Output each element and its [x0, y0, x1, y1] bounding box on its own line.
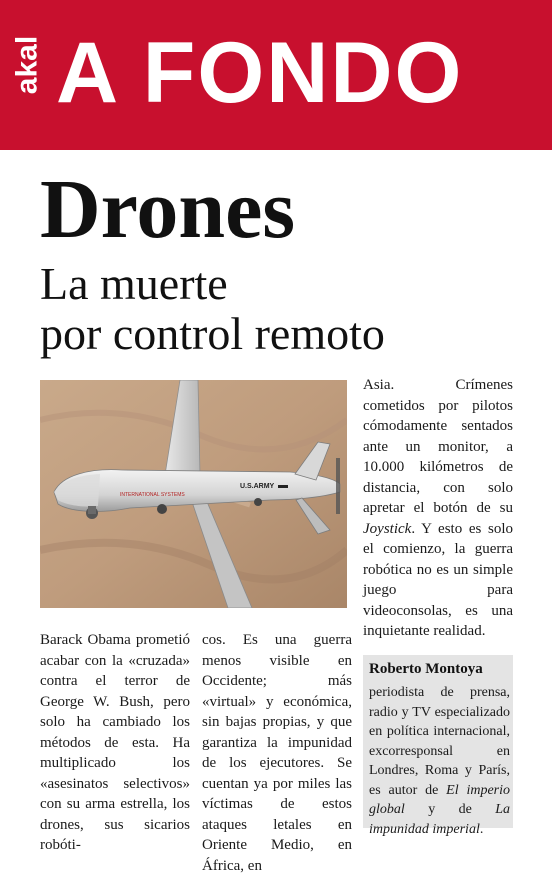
book-subtitle	[40, 259, 385, 359]
drone-image	[40, 380, 347, 608]
author-name: Roberto Montoya	[369, 661, 483, 677]
drone-photo	[40, 380, 347, 608]
author-bio	[369, 683, 510, 839]
svg-text:akal: akal	[10, 35, 44, 95]
author-book-title: El imperio global	[369, 782, 511, 817]
subtitle-line: por control remoto	[40, 308, 385, 359]
book-title: Drones	[40, 163, 296, 256]
series-banner	[0, 0, 552, 150]
blurb-text: . Y esto es solo el comienzo, la guerra robótica no es un simple juego para videoconsolas, es una inquietante realidad.	[363, 520, 513, 639]
publisher-logo	[10, 15, 44, 115]
blurb-column-left: Barack Obama prometió acabar con la «cruzada» contra el terror de George W. Bush, pero solo ha cambiado los métodos de esta. Ha multiplicado los «asesinatos selectivos» con su arma estrella, los drones, sus sicarios robóti-	[40, 632, 190, 853]
drone-marking: U.S.ARMY	[240, 483, 275, 490]
author-bio-text: y de	[428, 802, 472, 817]
blurb-italic: Joystick	[363, 520, 412, 537]
blurb-text: Asia. Crímenes cometidos por pilotos cómodamente sentados ante un monitor, a 10.000 kilómetros de distancia, con solo apretar el botón de su	[363, 377, 513, 516]
author-bio-text: periodista de prensa, radio y TV especializado en política internacional, excorresponsal en Londres, Roma y París, es autor de	[369, 685, 510, 798]
drone-marking: INTERNATIONAL SYSTEMS	[120, 492, 185, 498]
subtitle-line: La muerte	[40, 258, 228, 309]
blurb-column-middle: cos. Es una guerra menos visible en Occidente; más «virtual» y económica, sin bajas propias, y que garantiza la impunidad de los ejecutores. Se cuentan ya por miles las víctimas de estos ataques letales en Oriente Medio, en África, en	[202, 632, 352, 874]
series-name: A FONDO	[56, 25, 464, 121]
author-bio-text: .	[479, 821, 484, 837]
author-book-title: La impunidad imperial	[369, 802, 511, 837]
author-box	[363, 655, 513, 837]
blurb-column-top-right	[363, 375, 513, 642]
